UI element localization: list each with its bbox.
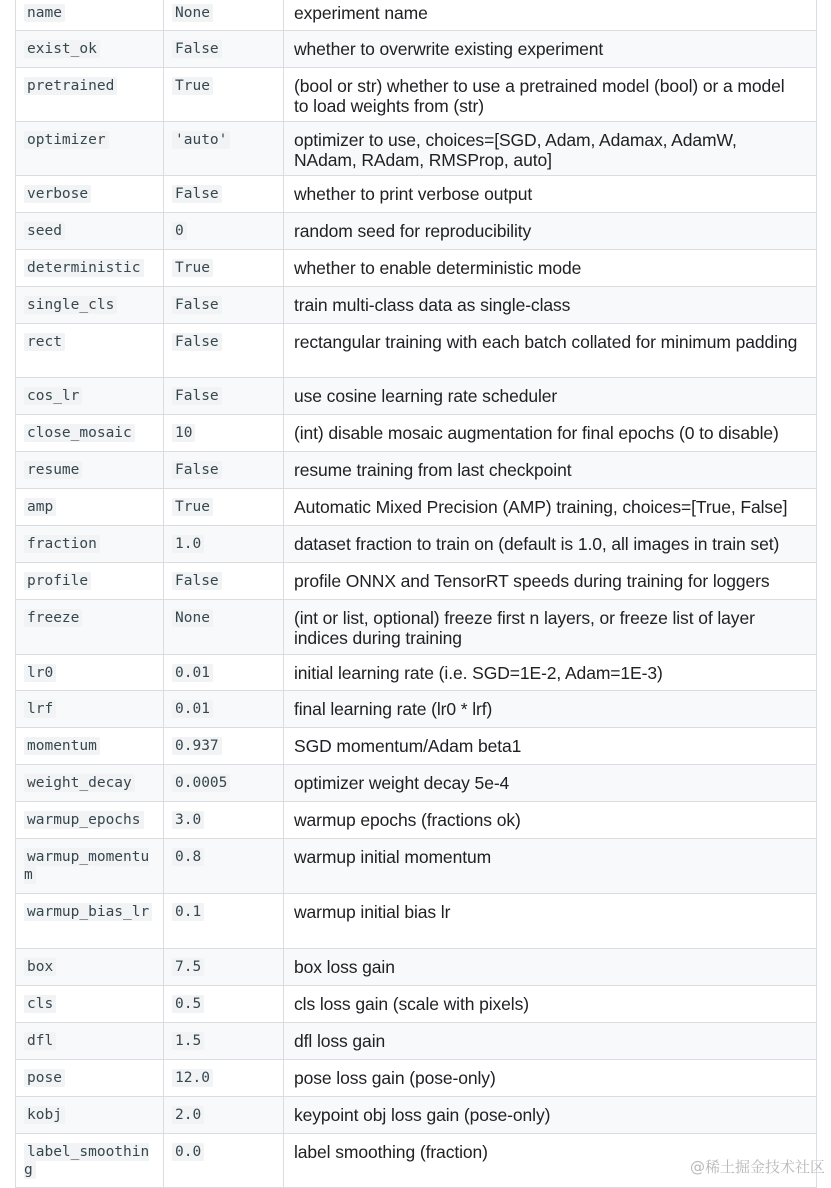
description-cell — [284, 728, 817, 765]
argument-name: cos_lr — [24, 387, 82, 405]
parameter-table — [15, 0, 817, 1188]
default-value: False — [172, 296, 222, 314]
argument-name: fraction — [24, 535, 100, 553]
description-text: cls loss gain (scale with pixels) — [294, 994, 529, 1014]
default-cell — [164, 949, 284, 986]
argument-name: warmup_momentum — [24, 849, 150, 883]
default-cell — [164, 1060, 284, 1097]
argument-cell — [16, 691, 164, 728]
description-text: warmup initial momentum — [294, 847, 492, 867]
argument-name: resume — [24, 461, 82, 479]
description-text: optimizer weight decay 5e-4 — [294, 773, 510, 793]
description-cell — [284, 0, 817, 31]
default-value: 3.0 — [172, 811, 204, 829]
default-cell — [164, 122, 284, 176]
description-cell — [284, 655, 817, 691]
table-row — [16, 655, 817, 691]
table-row — [16, 489, 817, 526]
description-cell — [284, 1060, 817, 1097]
table-row — [16, 287, 817, 324]
parameter-table-body — [16, 0, 817, 1188]
default-value: 'auto' — [172, 131, 230, 149]
description-cell — [284, 600, 817, 655]
default-value: 0.937 — [172, 737, 222, 755]
default-cell — [164, 213, 284, 250]
description-text: train multi-class data as single-class — [294, 295, 571, 315]
default-cell — [164, 452, 284, 489]
argument-name: freeze — [24, 609, 82, 627]
description-text: dataset fraction to train on (default is 1.0, all images in train set) — [294, 534, 780, 554]
default-cell — [164, 324, 284, 378]
argument-name: warmup_epochs — [24, 811, 144, 829]
description-text: label smoothing (fraction) — [294, 1142, 488, 1162]
watermark: @稀土掘金技术社区 — [689, 1158, 825, 1176]
default-cell — [164, 1134, 284, 1188]
description-cell — [284, 122, 817, 176]
description-text: (int or list, optional) freeze first n layers, or freeze list of layer indices during training — [294, 608, 755, 648]
table-row — [16, 122, 817, 176]
table-row — [16, 839, 817, 894]
argument-name: lrf — [24, 700, 56, 718]
argument-name: exist_ok — [24, 40, 100, 58]
table-row — [16, 31, 817, 68]
description-cell — [284, 894, 817, 949]
default-cell — [164, 563, 284, 600]
default-value: 2.0 — [172, 1106, 204, 1124]
table-row — [16, 452, 817, 489]
argument-name: amp — [24, 498, 56, 516]
default-cell — [164, 1097, 284, 1134]
default-value: False — [172, 572, 222, 590]
description-text: whether to print verbose output — [294, 184, 533, 204]
table-row — [16, 415, 817, 452]
argument-cell — [16, 415, 164, 452]
table-row — [16, 600, 817, 655]
table-row — [16, 250, 817, 287]
description-text: whether to enable deterministic mode — [294, 258, 582, 278]
argument-name: label_smoothing — [24, 1144, 150, 1178]
default-value: 0.0005 — [172, 774, 230, 792]
description-cell — [284, 68, 817, 122]
argument-name: lr0 — [24, 664, 56, 682]
default-cell — [164, 378, 284, 415]
argument-name: dfl — [24, 1032, 56, 1050]
argument-cell — [16, 489, 164, 526]
default-cell — [164, 728, 284, 765]
default-cell — [164, 68, 284, 122]
default-value: 0.5 — [172, 995, 204, 1013]
description-cell — [284, 324, 817, 378]
default-value: False — [172, 333, 222, 351]
table-row — [16, 176, 817, 213]
argument-name: pretrained — [24, 77, 117, 95]
argument-cell — [16, 1060, 164, 1097]
default-cell — [164, 0, 284, 31]
table-row — [16, 728, 817, 765]
description-text: (int) disable mosaic augmentation for final epochs (0 to disable) — [294, 423, 779, 443]
description-cell — [284, 839, 817, 894]
default-cell — [164, 526, 284, 563]
table-row — [16, 68, 817, 122]
argument-cell — [16, 839, 164, 894]
default-cell — [164, 802, 284, 839]
default-value: False — [172, 461, 222, 479]
default-cell — [164, 287, 284, 324]
default-cell — [164, 250, 284, 287]
description-cell — [284, 415, 817, 452]
table-row — [16, 563, 817, 600]
argument-name: single_cls — [24, 296, 117, 314]
argument-name: rect — [24, 333, 65, 351]
default-cell — [164, 691, 284, 728]
description-cell — [284, 250, 817, 287]
default-value: False — [172, 387, 222, 405]
description-text: resume training from last checkpoint — [294, 460, 572, 480]
argument-cell — [16, 655, 164, 691]
default-value: None — [172, 609, 213, 627]
table-row — [16, 894, 817, 949]
table-row — [16, 1060, 817, 1097]
description-text: warmup epochs (fractions ok) — [294, 810, 521, 830]
argument-cell — [16, 894, 164, 949]
argument-cell — [16, 765, 164, 802]
default-value: 0.01 — [172, 700, 213, 718]
description-cell — [284, 526, 817, 563]
default-value: 1.5 — [172, 1032, 204, 1050]
argument-cell — [16, 122, 164, 176]
default-cell — [164, 31, 284, 68]
argument-cell — [16, 324, 164, 378]
default-cell — [164, 1023, 284, 1060]
description-text: final learning rate (lr0 * lrf) — [294, 699, 493, 719]
argument-name: close_mosaic — [24, 424, 135, 442]
default-value: 7.5 — [172, 958, 204, 976]
default-value: True — [172, 259, 213, 277]
description-text: box loss gain — [294, 957, 395, 977]
argument-name: verbose — [24, 185, 91, 203]
description-cell — [284, 489, 817, 526]
description-cell — [284, 452, 817, 489]
table-row — [16, 324, 817, 378]
description-cell — [284, 1097, 817, 1134]
argument-name: kobj — [24, 1106, 65, 1124]
default-cell — [164, 655, 284, 691]
description-cell — [284, 287, 817, 324]
default-value: True — [172, 77, 213, 95]
argument-cell — [16, 378, 164, 415]
argument-name: pose — [24, 1069, 65, 1087]
argument-cell — [16, 452, 164, 489]
description-cell — [284, 765, 817, 802]
description-cell — [284, 949, 817, 986]
table-row — [16, 949, 817, 986]
description-text: optimizer to use, choices=[SGD, Adam, Adamax, AdamW, NAdam, RAdam, RMSProp, auto] — [294, 130, 737, 170]
argument-cell — [16, 1023, 164, 1060]
default-value: 0.0 — [172, 1143, 204, 1161]
table-row — [16, 1097, 817, 1134]
table-row — [16, 986, 817, 1023]
description-text: use cosine learning rate scheduler — [294, 386, 558, 406]
default-value: 0.1 — [172, 903, 204, 921]
argument-name: profile — [24, 572, 91, 590]
argument-name: momentum — [24, 737, 100, 755]
table-row — [16, 526, 817, 563]
default-cell — [164, 839, 284, 894]
argument-cell — [16, 600, 164, 655]
argument-cell — [16, 176, 164, 213]
argument-name: seed — [24, 222, 65, 240]
argument-name: deterministic — [24, 259, 144, 277]
table-row — [16, 802, 817, 839]
table-row — [16, 0, 817, 31]
argument-name: weight_decay — [24, 774, 135, 792]
argument-cell — [16, 31, 164, 68]
description-cell — [284, 213, 817, 250]
description-cell — [284, 802, 817, 839]
argument-cell — [16, 1134, 164, 1188]
default-value: 12.0 — [172, 1069, 213, 1087]
argument-cell — [16, 728, 164, 765]
default-value: False — [172, 185, 222, 203]
description-text: whether to overwrite existing experiment — [294, 39, 604, 59]
description-text: dfl loss gain — [294, 1031, 386, 1051]
description-cell — [284, 1023, 817, 1060]
default-value: 1.0 — [172, 535, 204, 553]
table-row — [16, 1023, 817, 1060]
argument-name: name — [24, 4, 65, 22]
description-text: initial learning rate (i.e. SGD=1E-2, Adam=1E-3) — [294, 663, 663, 683]
default-value: None — [172, 4, 213, 22]
description-text: profile ONNX and TensorRT speeds during training for loggers — [294, 571, 770, 591]
default-value: 10 — [172, 424, 195, 442]
argument-cell — [16, 526, 164, 563]
default-value: False — [172, 40, 222, 58]
description-text: rectangular training with each batch collated for minimum padding — [294, 332, 798, 352]
argument-name: cls — [24, 995, 56, 1013]
default-cell — [164, 489, 284, 526]
description-text: random seed for reproducibility — [294, 221, 532, 241]
default-cell — [164, 415, 284, 452]
description-text: SGD momentum/Adam beta1 — [294, 736, 522, 756]
default-cell — [164, 986, 284, 1023]
description-text: Automatic Mixed Precision (AMP) training, choices=[True, False] — [294, 497, 788, 517]
argument-cell — [16, 1097, 164, 1134]
table-row — [16, 378, 817, 415]
description-cell — [284, 691, 817, 728]
table-row — [16, 213, 817, 250]
argument-cell — [16, 802, 164, 839]
argument-cell — [16, 213, 164, 250]
description-text: warmup initial bias lr — [294, 902, 451, 922]
default-value: 0.8 — [172, 848, 204, 866]
default-cell — [164, 176, 284, 213]
argument-cell — [16, 287, 164, 324]
default-value: 0 — [172, 222, 187, 240]
argument-name: optimizer — [24, 131, 109, 149]
default-value: 0.01 — [172, 664, 213, 682]
default-value: True — [172, 498, 213, 516]
description-cell — [284, 378, 817, 415]
description-cell — [284, 986, 817, 1023]
default-cell — [164, 600, 284, 655]
argument-cell — [16, 949, 164, 986]
description-text: pose loss gain (pose-only) — [294, 1068, 496, 1088]
table-row — [16, 765, 817, 802]
description-cell — [284, 563, 817, 600]
argument-cell — [16, 563, 164, 600]
argument-cell — [16, 250, 164, 287]
description-cell — [284, 31, 817, 68]
argument-cell — [16, 0, 164, 31]
argument-name: warmup_bias_lr — [24, 903, 152, 921]
argument-name: box — [24, 958, 56, 976]
argument-cell — [16, 986, 164, 1023]
description-cell — [284, 176, 817, 213]
table-row — [16, 691, 817, 728]
description-text: experiment name — [294, 3, 428, 23]
argument-cell — [16, 68, 164, 122]
default-cell — [164, 894, 284, 949]
default-cell — [164, 765, 284, 802]
description-text: keypoint obj loss gain (pose-only) — [294, 1105, 551, 1125]
description-text: (bool or str) whether to use a pretrained model (bool) or a model to load weights from (str) — [294, 76, 785, 116]
